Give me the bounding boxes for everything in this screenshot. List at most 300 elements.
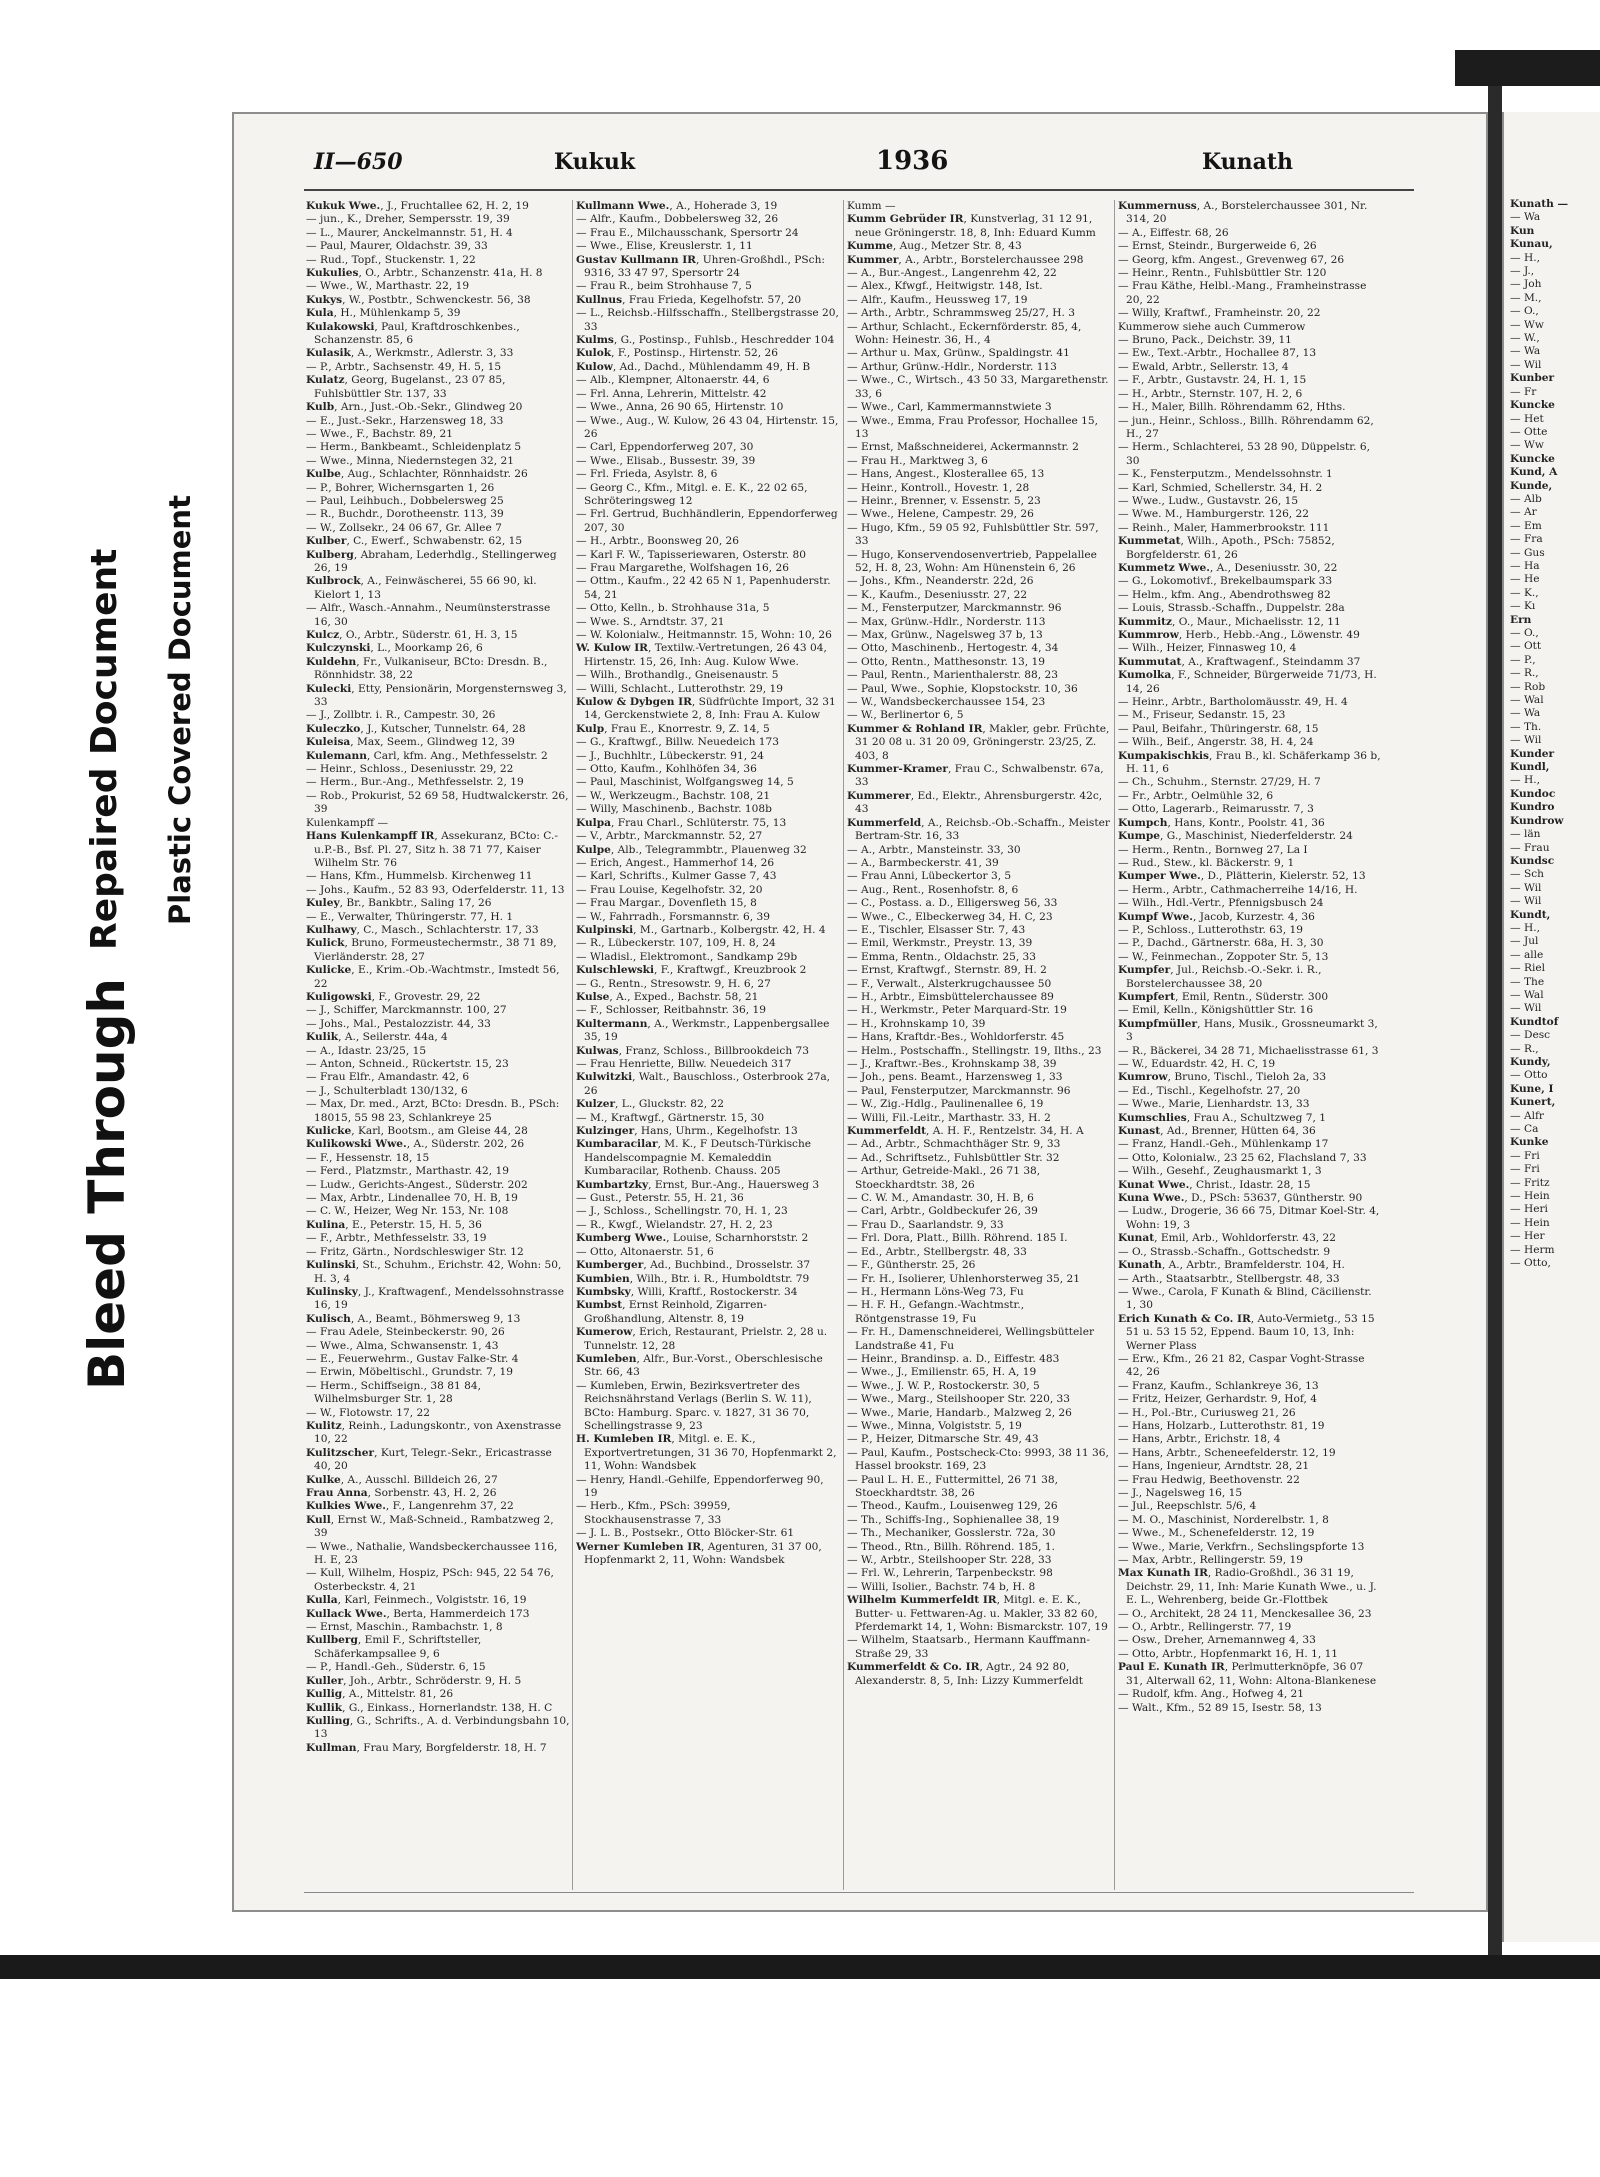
directory-entry: — W., Arbtr., Steilshooper Str. 228, 33 xyxy=(847,1554,1052,1567)
directory-entry: — H., Krohnskamp 10, 39 xyxy=(847,1017,986,1030)
directory-entry: Kulisch, A., Beamt., Böhmersweg 9, 13 xyxy=(306,1312,521,1325)
directory-entry: Kulb, Arn., Just.-Ob.-Sekr., Glindweg 20 xyxy=(306,401,523,414)
directory-entry: — Alfr., Kaufm., Heussweg 17, 19 xyxy=(847,293,1028,306)
adjacent-page-entry: — The xyxy=(1510,975,1545,988)
directory-entry: — Herm., Rentn., Bornweg 27, La I xyxy=(1118,843,1308,856)
directory-entry: — Herb., Kfm., PSch: 39959, Stockhausenstrasse 7, 33 xyxy=(576,1500,731,1526)
directory-entry: — Wwe., Carl, Kammermannstwiete 3 xyxy=(847,401,1052,414)
directory-entry: Kulbe, Aug., Schlachter, Rönnhaidstr. 26 xyxy=(306,468,528,481)
directory-entry: — A., Eiffestr. 68, 26 xyxy=(1118,226,1229,239)
adjacent-page-entry: — Desc xyxy=(1510,1029,1551,1042)
adjacent-page-entry: — Gus xyxy=(1510,546,1545,559)
directory-entry: — Rudolf, kfm. Ang., Hofweg 4, 21 xyxy=(1118,1688,1305,1701)
directory-entry: — Arthur, Grünw.-Hdlr., Norderstr. 113 xyxy=(847,360,1057,373)
directory-entry: — R., Bäckerei, 34 28 71, Michaelisstrasse 61, 3 xyxy=(1118,1044,1379,1057)
directory-entry: — Heinr., Arbtr., Bartholomäusstr. 49, H. 4 xyxy=(1118,696,1348,709)
header-year: 1936 xyxy=(876,146,949,176)
directory-entry: — Kumleben, Erwin, Bezirksvertreter des Reichsnährstand Verlags (Berlin S. W. 11), BCto: Hamburg. Sparc. v. 1827, 31 36 70, Schellingstrasse 9, 23 xyxy=(576,1379,812,1432)
directory-entry: — Ch., Schuhm., Sternstr. 27/29, H. 7 xyxy=(1118,776,1321,789)
column-3 xyxy=(847,200,1111,1890)
adjacent-page-entry: — Joh xyxy=(1510,278,1542,291)
directory-entry: Kulow & Dybgen IR, Südfrüchte Import, 32 31 14, Gerckenstwiete 2, 8, Inh: Frau A. Kulow xyxy=(576,696,836,722)
header-last-name: Kunath xyxy=(1202,149,1294,175)
directory-entry: Kulke, A., Ausschl. Billdeich 26, 27 xyxy=(306,1473,498,1486)
adjacent-page-entry: — Riel xyxy=(1510,962,1545,975)
directory-entry: — Wwe., J. W. P., Rostockerstr. 30, 5 xyxy=(847,1379,1040,1392)
directory-entry: — Karl, Schmied, Schellerstr. 34, H. 2 xyxy=(1118,481,1323,494)
directory-entry: Kumpfer, Jul., Reichsb.-O.-Sekr. i. R., Borstelerchaussee 38, 20 xyxy=(1118,964,1322,990)
directory-entry: Kulitz, Reinh., Ladungskontr., von Axenstrasse 10, 22 xyxy=(306,1419,562,1446)
directory-entry: — Ernst, Kraftwgf., Sternstr. 89, H. 2 xyxy=(847,964,1047,977)
directory-entry: Kulikowski Wwe., A., Süderstr. 202, 26 xyxy=(306,1138,525,1151)
directory-entry: Kulicke, E., Krim.-Ob.-Wachtmstr., Imstedt 56, 22 xyxy=(306,964,560,990)
directory-entry: — Wwe., Anna, 26 90 65, Hirtenstr. 10 xyxy=(576,401,784,414)
adjacent-page-entry: Kunath — xyxy=(1510,198,1569,210)
adjacent-page-entry: Kundtof xyxy=(1510,1015,1559,1028)
adjacent-page-entry: — Sch xyxy=(1510,868,1544,881)
adjacent-page-entry: — Herm xyxy=(1510,1243,1555,1256)
directory-entry: — G., Kraftwgf., Billw. Neuedeich 173 xyxy=(576,736,780,749)
directory-entry: — E., Feuerwehrm., Gustav Falke-Str. 4 xyxy=(306,1352,519,1365)
directory-entry: Kulinsky, J., Kraftwagenf., Mendelssohnstrasse 16, 19 xyxy=(306,1285,565,1312)
adjacent-page-entry: — Jul xyxy=(1510,935,1539,948)
adjacent-page-entry: — Kı xyxy=(1510,600,1536,613)
directory-entry: — Heinr., Schloss., Deseniusstr. 29, 22 xyxy=(306,763,514,776)
directory-entry: — Frl. Anna, Lehrerin, Mittelstr. 42 xyxy=(576,387,767,400)
directory-entry: — Frl. Dora, Platt., Billh. Röhrend. 185 I. xyxy=(847,1232,1068,1245)
directory-entry: — Louis, Strassb.-Schaffn., Duppelstr. 28a xyxy=(1118,602,1345,615)
directory-entry: — Ew., Text.-Arbtr., Hochallee 87, 13 xyxy=(1118,347,1317,360)
adjacent-page-entry: Kunke xyxy=(1510,1136,1549,1149)
directory-entry: Gustav Kullmann IR, Uhren-Großhdl., PSch: 9316, 33 47 97, Spersortr 24 xyxy=(576,253,825,280)
directory-entry: — Frau Adele, Steinbeckerstr. 90, 26 xyxy=(306,1326,505,1339)
adjacent-page-entry: — H., xyxy=(1510,921,1540,934)
directory-entry: — Arth., Staatsarbtr., Stellbergstr. 48, 33 xyxy=(1118,1272,1340,1285)
column-2 xyxy=(576,200,840,1890)
directory-entry: — M., Kraftwgf., Gärtnerstr. 15, 30 xyxy=(576,1111,765,1124)
adjacent-page-entry: — Otte xyxy=(1510,425,1548,438)
directory-entry: — P., Dachd., Gärtnerstr. 68a, H. 3, 30 xyxy=(1118,937,1324,950)
directory-entry: Kumberger, Ad., Buchbind., Drosselstr. 37 xyxy=(576,1259,811,1272)
directory-entry: — Karl F. W., Tapisseriewaren, Osterstr. 80 xyxy=(576,548,806,561)
directory-entry: Kulik, A., Seilerstr. 44a, 4 xyxy=(306,1031,448,1044)
column-divider xyxy=(843,200,844,1890)
directory-entry: — Willy, Kraftwf., Framheinstr. 20, 22 xyxy=(1118,307,1321,320)
adjacent-page-entry: — Wil xyxy=(1510,1002,1542,1015)
adjacent-page-entry: — Ca xyxy=(1510,1123,1539,1136)
directory-entry: — Hugo, Kfm., 59 05 92, Fuhlsbüttler Str. 597, 33 xyxy=(847,521,1099,548)
directory-entry: — Ewald, Arbtr., Sellerstr. 13, 4 xyxy=(1118,360,1289,373)
directory-entry: — Fr. H., Isolierer, Uhlenhorsterweg 35, 21 xyxy=(847,1272,1081,1285)
directory-entry: — Wwe., Elise, Kreuslerstr. 1, 11 xyxy=(576,240,753,253)
directory-entry: — W., Berlinertor 6, 5 xyxy=(847,709,964,722)
directory-entry: — Osw., Dreher, Arnemannweg 4, 33 xyxy=(1118,1634,1316,1647)
directory-entry: — Frau Henriette, Billw. Neuedeich 317 xyxy=(576,1058,792,1070)
directory-entry: — Herm., Schiffseign., 38 81 84, Wilhelmsburger Str. 1, 28 xyxy=(306,1379,481,1406)
directory-entry: — Emil, Kelln., Königshüttler Str. 16 xyxy=(1118,1004,1314,1017)
directory-entry: — Max, Grünw.-Hdlr., Norderstr. 113 xyxy=(847,615,1046,628)
directory-entry: — Wwe., Ludw., Gustavstr. 26, 15 xyxy=(1118,494,1299,507)
directory-entry: — H. F. H., Gefangn.-Wachtmstr., Röntgenstrasse 19, Fu xyxy=(847,1299,1025,1325)
adjacent-page-entry: Ern xyxy=(1510,613,1532,626)
directory-entry: — Frl. Gertrud, Buchhändlerin, Eppendorferweg 207, 30 xyxy=(576,508,838,534)
directory-entry: Kullberg, Emil F., Schriftsteller, Schäferkampsallee 9, 6 xyxy=(306,1634,482,1660)
directory-entry: — F., Verwalt., Alsterkrugchaussee 50 xyxy=(847,977,1052,990)
directory-entry: Hans Kulenkampff IR, Assekuranz, BCto: C.-u.P.-B., Bsf. Pl. 27, Sitz h. 38 71 77, Kaiser Wilhelm Str. 76 xyxy=(306,830,558,869)
directory-entry: — Wilh., Gesehf., Zeughausmarkt 1, 3 xyxy=(1118,1165,1322,1178)
directory-entry: Kulicke, Karl, Bootsm., am Gleise 44, 28 xyxy=(306,1125,528,1138)
directory-entry: — Ernst, Maschin., Rambachstr. 1, 8 xyxy=(306,1621,503,1634)
directory-entry: — W., Feinmechan., Zoppoter Str. 5, 13 xyxy=(1118,950,1329,963)
directory-entry: — W., Zig.-Hdlg., Paulinenallee 6, 19 xyxy=(847,1098,1044,1111)
directory-entry: — Wwe., Minna, Niedernstegen 32, 21 xyxy=(306,454,514,467)
adjacent-page-entry: — Alfr xyxy=(1510,1109,1544,1122)
directory-entry: — Wilh., Brothandlg., Gneisenaustr. 5 xyxy=(576,669,779,682)
directory-entry: Kulzer, L., Gluckstr. 82, 22 xyxy=(576,1098,724,1111)
adjacent-page-fragment xyxy=(1502,112,1600,1942)
directory-entry: — H., Arbtr., Sternstr. 107, H. 2, 6 xyxy=(1118,387,1303,400)
directory-entry: — Arthur, Schlacht., Eckernförderstr. 85, 4, Wohn: Heinestr. 36, H., 4 xyxy=(847,320,1082,347)
directory-entry: — L., Maurer, Anckelmannstr. 51, H. 4 xyxy=(306,226,513,239)
directory-entry: — Georg C., Kfm., Mitgl. e. E. K., 22 02 65, Schröteringsweg 12 xyxy=(576,481,808,507)
directory-entry: — M., Friseur, Sedanstr. 15, 23 xyxy=(1118,709,1286,722)
directory-entry: — O., Strassb.-Schaffn., Gottschedstr. 9 xyxy=(1118,1245,1331,1258)
directory-entry: — A., Idastr. 23/25, 15 xyxy=(306,1044,427,1057)
directory-entry: Kumbsky, Willi, Kraftf., Rostockerstr. 34 xyxy=(576,1285,798,1298)
directory-entry: — jun., Heinr., Schloss., Billh. Röhrendamm 62, H., 27 xyxy=(1118,414,1374,440)
adjacent-page-entry: — M., xyxy=(1510,291,1542,304)
directory-entry: Wilhelm Kummerfeldt IR, Mitgl. e. E. K., Butter- u. Fettwaren-Ag. u. Makler, 33 82 60, Pferdemarkt 14, 1, Wohn: Bismarckstr. 107, 19 xyxy=(847,1594,1108,1634)
directory-entry: — Alfr., Kaufm., Dobbelersweg 32, 26 xyxy=(576,213,779,226)
directory-entry: Kumrow, Bruno, Tischl., Tieloh 2a, 33 xyxy=(1118,1071,1327,1084)
directory-entry: — Emil, Werkmstr., Preystr. 13, 39 xyxy=(847,937,1033,950)
adjacent-page-entry: — H., xyxy=(1510,774,1540,787)
directory-entry: — Erich, Angest., Hammerhof 14, 26 xyxy=(576,856,775,869)
adjacent-page-entry: — J., xyxy=(1510,265,1535,278)
directory-entry: Kulhawy, C., Masch., Schlachterstr. 17, 33 xyxy=(306,923,539,936)
directory-entry: — A., Arbtr., Mansteinstr. 33, 30 xyxy=(847,843,1021,856)
directory-entry: — J., Nagelsweg 16, 15 xyxy=(1118,1487,1243,1499)
directory-entry: — Wwe., Alma, Schwansenstr. 1, 43 xyxy=(306,1339,499,1352)
directory-entry: — L., Reichsb.-Hilfsschaffn., Stellbergstrasse 20, 33 xyxy=(576,307,839,333)
directory-entry: — Hans, Holzarb., Lutterothstr. 81, 19 xyxy=(1118,1419,1325,1432)
directory-entry: — Wwe., Carola, F Kunath & Blind, Cäcilienstr. 1, 30 xyxy=(1118,1285,1372,1312)
directory-entry: Kummetz Wwe., A., Deseniusstr. 30, 22 xyxy=(1118,561,1338,574)
directory-entry: — W., Eduardstr. 42, H. C, 19 xyxy=(1118,1058,1276,1070)
directory-entry: — Frau Elfr., Amandastr. 42, 6 xyxy=(306,1071,470,1084)
directory-entry: Kulpa, Frau Charl., Schlüterstr. 75, 13 xyxy=(576,816,787,829)
bleed-through-label: Bleed Through xyxy=(78,978,136,1390)
adjacent-page-entry: — Em xyxy=(1510,519,1542,532)
directory-entry: — Frl. Frieda, Asylstr. 8, 6 xyxy=(576,468,718,481)
directory-entry: — Aug., Rent., Rosenhofstr. 8, 6 xyxy=(847,883,1019,896)
directory-entry: — Paul, Leihbuch., Dobbelersweg 25 xyxy=(306,494,504,507)
directory-entry: — Wwe., Marie, Verkfrn., Sechslingspforte 13 xyxy=(1118,1540,1365,1553)
directory-entry: Kukuk Wwe., J., Fruchtallee 62, H. 2, 19 xyxy=(306,200,529,212)
adjacent-page-entry: — Wa xyxy=(1510,211,1541,224)
directory-entry: Kumpakischkis, Frau B., kl. Schäferkamp 36 b, H. 11, 6 xyxy=(1118,749,1381,776)
directory-entry: Kummerfeldt, A. H. F., Rentzelstr. 34, H. A xyxy=(847,1125,1084,1138)
directory-entry: — Ad., Schriftsetz., Fuhlsbüttler Str. 32 xyxy=(847,1151,1060,1164)
adjacent-page-entry: Kundy, xyxy=(1510,1056,1551,1068)
directory-entry: — Theod., Kaufm., Louisenweg 129, 26 xyxy=(847,1500,1058,1513)
directory-entry: Kuldehn, Fr., Vulkaniseur, BCto: Dresdn. B., Rönnhidstr. 38, 22 xyxy=(306,655,548,682)
directory-entry: — Paul, Beifahr., Thüringerstr. 68, 15 xyxy=(1118,722,1319,735)
directory-entry: — Hans, Angest., Klosterallee 65, 13 xyxy=(847,468,1045,481)
directory-entry: Kumerow, Erich, Restaurant, Prielstr. 2, 28 u. Tunnelstr. 12, 28 xyxy=(576,1326,828,1352)
directory-entry: — Wwe., W., Marthastr. 22, 19 xyxy=(306,280,470,293)
adjacent-page-entry: — Wal xyxy=(1510,988,1544,1001)
directory-entry: — M., Fensterputzer, Marckmannstr. 96 xyxy=(847,602,1062,615)
directory-entry: — Wwe. M., Hamburgerstr. 126, 22 xyxy=(1118,508,1310,521)
directory-entry: — J., Schulterbladt 130/132, 6 xyxy=(306,1084,468,1097)
directory-entry: Kumpe, G., Maschinist, Niederfelderstr. 24 xyxy=(1118,830,1353,843)
adjacent-page-entry: — O., xyxy=(1510,627,1539,639)
adjacent-page-entry: — Wil xyxy=(1510,881,1542,894)
directory-entry: — J., Zollbtr. i. R., Campestr. 30, 26 xyxy=(306,709,496,722)
directory-entry: — H., Werkmstr., Peter Marquard-Str. 19 xyxy=(847,1004,1067,1017)
directory-entry: — Erw., Kfm., 26 21 82, Caspar Voght-Strasse 42, 26 xyxy=(1118,1352,1365,1379)
adjacent-page-entry: — Fritz xyxy=(1510,1176,1550,1189)
directory-entry: — Anton, Schneid., Rückertstr. 15, 23 xyxy=(306,1058,509,1070)
directory-entry: — Rud., Stew., kl. Bäckerstr. 9, 1 xyxy=(1118,856,1295,869)
directory-entry: Kulp, Frau E., Knorrestr. 9, Z. 14, 5 xyxy=(576,722,770,735)
directory-entry: Kulina, E., Peterstr. 15, H. 5, 36 xyxy=(306,1218,482,1231)
directory-entry: Werner Kumleben IR, Agenturen, 31 37 00, Hopfenmarkt 2, 11, Wohn: Wandsbek xyxy=(576,1540,822,1567)
directory-entry: Kummer, A., Arbtr., Borstelerchaussee 298 xyxy=(847,253,1084,266)
directory-entry: — P., Arbtr., Sachsenstr. 49, H. 5, 15 xyxy=(306,360,502,373)
directory-entry: — K., Fensterputzm., Mendelssohnstr. 1 xyxy=(1118,468,1333,481)
directory-entry: — Ludw., Gerichts-Angest., Süderstr. 202 xyxy=(306,1178,528,1191)
directory-entry: — Wilhelm, Staatsarb., Hermann Kauffmann-Straße 29, 33 xyxy=(847,1634,1090,1660)
directory-entry: Kulpinski, M., Gartnarb., Kolbergstr. 42, H. 4 xyxy=(576,923,826,936)
adjacent-page-entry: — Hein xyxy=(1510,1216,1550,1229)
directory-entry: Kull, Ernst W., Maß-Schneid., Rambatzweg 2, 39 xyxy=(306,1513,554,1540)
directory-entry: — Helm., Postschaffn., Stellingstr. 19, Ilths., 23 xyxy=(847,1044,1102,1057)
directory-entry: Kummer-Kramer, Frau C., Schwalbenstr. 67a, 33 xyxy=(847,763,1104,789)
directory-entry: W. Kulow IR, Textilw.-Vertretungen, 26 43 04, Hirtenstr. 15, 26, Inh: Aug. Kulow Wwe. xyxy=(576,642,827,668)
directory-entry: Kumm Gebrüder IR, Kunstverlag, 31 12 91, neue Gröningerstr. 18, 8, Inh: Eduard Kumm xyxy=(847,213,1096,239)
directory-entry: — E., Tischler, Elsasser Str. 7, 43 xyxy=(847,923,1026,936)
directory-entry: Kummitz, O., Maur., Michaelisstr. 12, 11 xyxy=(1118,615,1341,628)
directory-entry: — J. L. B., Postsekr., Otto Blöcker-Str. 61 xyxy=(576,1527,795,1540)
directory-entry: — Frau H., Marktweg 3, 6 xyxy=(847,454,988,467)
directory-entry: Kulkies Wwe., F., Langenrehm 37, 22 xyxy=(306,1500,514,1513)
directory-entry: — Hans, Arbtr., Erichstr. 18, 4 xyxy=(1118,1433,1281,1446)
directory-entry: — Heinr., Brandinsp. a. D., Eiffestr. 483 xyxy=(847,1352,1060,1365)
adjacent-page-entry: Kunber xyxy=(1510,372,1555,385)
directory-entry: Kulbrock, A., Feinwäscherei, 55 66 90, kl. Kielort 1, 13 xyxy=(306,575,537,601)
adjacent-page-entry: — R., xyxy=(1510,667,1539,680)
adjacent-page-entry: — R., xyxy=(1510,1042,1539,1055)
directory-entry: — Johs., Mal., Pestalozzistr. 44, 33 xyxy=(306,1017,491,1030)
directory-entry: Kullman, Frau Mary, Borgfelderstr. 18, H. 7 xyxy=(306,1741,547,1754)
adjacent-page-entry: Kun xyxy=(1510,224,1535,237)
directory-entry: — Otto, Altonaerstr. 51, 6 xyxy=(576,1245,714,1258)
directory-entry: — Frau Hedwig, Beethovenstr. 22 xyxy=(1118,1473,1300,1486)
directory-entry: Kullmann Wwe., A., Hoherade 3, 19 xyxy=(576,200,778,212)
directory-entry: — K., Kaufm., Deseniusstr. 27, 22 xyxy=(847,588,1028,601)
directory-entry: — Wilh., Beif., Angerstr. 38, H. 4, 24 xyxy=(1118,736,1314,749)
directory-entry: — Frau R., beim Strohhause 7, 5 xyxy=(576,280,752,293)
adjacent-page-entry: Kundt, xyxy=(1510,908,1551,921)
directory-entry: — Walt., Kfm., 52 89 15, Isestr. 58, 13 xyxy=(1118,1701,1322,1714)
directory-entry: Kullnus, Frau Frieda, Kegelhofstr. 57, 20 xyxy=(576,293,802,306)
directory-entry: Kulcz, O., Arbtr., Süderstr. 61, H. 3, 15 xyxy=(306,629,518,641)
directory-entry: — Alb., Klempner, Altonaerstr. 44, 6 xyxy=(576,374,770,387)
directory-entry: Kulwitzki, Walt., Bauschloss., Osterbrook 27a, 26 xyxy=(576,1071,831,1097)
directory-entry: — W., Zollsekr., 24 06 67, Gr. Allee 7 xyxy=(306,521,502,534)
directory-entry: — Johs., Kfm., Neanderstr. 22d, 26 xyxy=(847,575,1034,588)
directory-entry: — Otto, Lagerarb., Reimarusstr. 7, 3 xyxy=(1118,803,1314,816)
directory-entry: — Wwe., Minna, Volgiststr. 5, 19 xyxy=(847,1419,1022,1432)
directory-entry: — F., Arbtr., Gustavstr. 24, H. 1, 15 xyxy=(1118,374,1307,387)
directory-entry: Kulschlewski, F., Kraftwgf., Kreuzbrook 2 xyxy=(576,964,807,977)
directory-entry: Kulok, F., Postinsp., Hirtenstr. 52, 26 xyxy=(576,347,779,360)
adjacent-page-entry: — Hein xyxy=(1510,1190,1550,1203)
directory-entry: — Arthur u. Max, Grünw., Spaldingstr. 41 xyxy=(847,347,1070,360)
adjacent-page-entry: — Ww xyxy=(1510,318,1544,331)
directory-entry: — Ferd., Platzmstr., Marthastr. 42, 19 xyxy=(306,1165,510,1178)
directory-entry: — Kull, Wilhelm, Hospiz, PSch: 945, 22 54 76, Osterbeckstr. 4, 21 xyxy=(306,1567,554,1593)
adjacent-page-entry: — Fri xyxy=(1510,1163,1540,1176)
adjacent-page-entry: Kunert, xyxy=(1510,1096,1556,1109)
directory-entry: — W. Kolonialw., Heitmannstr. 15, Wohn: 10, 26 xyxy=(576,629,832,641)
directory-entry: — H., Hermann Löns-Weg 73, Fu xyxy=(847,1285,1024,1298)
directory-entry: — Wwe., Marie, Lienhardstr. 13, 33 xyxy=(1118,1098,1310,1111)
directory-entry: — Hans, Ingenieur, Arndtstr. 28, 21 xyxy=(1118,1460,1310,1473)
directory-entry: Kunath, A., Arbtr., Bramfelderstr. 104, H. xyxy=(1118,1259,1345,1272)
directory-entry: — Otto, Kelln., b. Strohhause 31a, 5 xyxy=(576,602,770,615)
directory-entry: — Fr., Arbtr., Oelmühle 32, 6 xyxy=(1118,789,1274,802)
directory-entry: Kulse, A., Exped., Bachstr. 58, 21 xyxy=(576,990,759,1003)
directory-entry: — Paul, Fensterputzer, Marckmannstr. 96 xyxy=(847,1084,1071,1097)
directory-entry: — J., Buchhltr., Lübeckerstr. 91, 24 xyxy=(576,749,764,762)
column-divider xyxy=(1114,200,1115,1890)
adjacent-page-entry: — Ar xyxy=(1510,506,1537,519)
directory-entry: — Wwe., M., Schenefelderstr. 12, 19 xyxy=(1118,1527,1315,1540)
directory-entry: — Rud., Topf., Stuckenstr. 1, 22 xyxy=(306,253,476,266)
directory-entry: — Willi, Fil.-Leitr., Marthastr. 33, H. 2 xyxy=(847,1111,1051,1124)
directory-entry: — Wwe., Emma, Frau Professor, Hochallee 15, 13 xyxy=(847,414,1098,440)
directory-entry: — P., Bohrer, Wichernsgarten 1, 26 xyxy=(306,481,495,494)
directory-entry: Kumpf Wwe., Jacob, Kurzestr. 4, 36 xyxy=(1118,910,1315,923)
directory-entry: Kulla, Karl, Feinmech., Volgiststr. 16, 19 xyxy=(306,1594,527,1607)
directory-entry: — W., Wandsbeckerchaussee 154, 23 xyxy=(847,696,1046,709)
directory-entry: Kultermann, A., Werkmstr., Lappenbergsallee 35, 19 xyxy=(576,1017,830,1044)
directory-entry: Kuna Wwe., D., PSch: 53637, Güntherstr. 90 xyxy=(1118,1192,1363,1205)
adjacent-page-entry: — Wa xyxy=(1510,345,1541,358)
adjacent-page-entry: Kunau, xyxy=(1510,238,1553,251)
adjacent-page-entry: — Wil xyxy=(1510,895,1542,908)
directory-entry: Kulczynski, L., Moorkamp 26, 6 xyxy=(306,642,483,655)
directory-entry: — Wwe. S., Arndtstr. 37, 21 xyxy=(576,615,725,628)
adjacent-page-entry: — Fri xyxy=(1510,1149,1540,1162)
directory-entry: Kumbartzky, Ernst, Bur.-Ang., Hauersweg 3 xyxy=(576,1178,820,1191)
directory-entry: — Johs., Kaufm., 52 83 93, Oderfelderstr. 11, 13 xyxy=(306,883,565,896)
directory-entry: — Paul, Rentn., Marienthalerstr. 88, 23 xyxy=(847,669,1058,682)
directory-entry: — W., Werkzeugm., Bachstr. 108, 21 xyxy=(576,789,771,802)
directory-entry: — F., Schlosser, Reitbahnstr. 36, 19 xyxy=(576,1004,766,1017)
directory-entry: — Herm., Schlachterei, 53 28 90, Düppelstr. 6, 30 xyxy=(1118,441,1371,467)
directory-entry: — Ad., Arbtr., Schmachthäger Str. 9, 33 xyxy=(847,1138,1061,1151)
directory-entry: — Carl, Arbtr., Goldbeckufer 26, 39 xyxy=(847,1205,1038,1218)
directory-entry: H. Kumleben IR, Mitgl. e. E. K., Exportvertretungen, 31 36 70, Hopfenmarkt 2, 11, Wohn: Wandsbek xyxy=(576,1433,837,1473)
directory-entry: — Rob., Prokurist, 52 69 58, Hudtwalckerstr. 26, 39 xyxy=(306,789,569,816)
directory-entry: Kummerfeld, A., Reichsb.-Ob.-Schaffn., Meister Bertram-Str. 16, 33 xyxy=(847,816,1110,843)
directory-entry: — Max, Dr. med., Arzt, BCto: Dresdn. B., PSch: 18015, 55 98 23, Schlankreye 25 xyxy=(306,1098,560,1124)
directory-entry: Kulber, C., Ewerf., Schwabenstr. 62, 15 xyxy=(306,535,523,548)
directory-entry: — A., Bur.-Angest., Langenrehm 42, 22 xyxy=(847,267,1057,280)
directory-entry: — Heinr., Rentn., Fuhlsbüttler Str. 120 xyxy=(1118,267,1327,280)
directory-entry: — Carl, Eppendorferweg 207, 30 xyxy=(576,441,754,454)
directory-entry: — Franz, Kaufm., Schlankreye 36, 13 xyxy=(1118,1379,1319,1392)
directory-entry: Kulasik, A., Werkmstr., Adlerstr. 3, 33 xyxy=(306,347,514,360)
directory-entry: — Frau Margar., Dovenfleth 15, 8 xyxy=(576,897,757,910)
directory-entry: — Wwe., Helene, Campestr. 29, 26 xyxy=(847,508,1034,521)
directory-entry: — Franz, Handl.-Geh., Mühlenkamp 17 xyxy=(1118,1138,1329,1151)
directory-entry: Kummernuss, A., Borstelerchaussee 301, Nr. 314, 20 xyxy=(1118,200,1368,226)
directory-entry: — P., Schloss., Lutterothstr. 63, 19 xyxy=(1118,923,1303,936)
directory-entry: — J., Schiffer, Marckmannstr. 100, 27 xyxy=(306,1004,507,1017)
directory-entry: — Willi, Schlacht., Lutterothstr. 29, 19 xyxy=(576,682,783,695)
directory-entry: — R., Lübeckerstr. 107, 109, H. 8, 24 xyxy=(576,937,776,950)
directory-entry: — H., Arbtr., Eimsbüttelerchaussee 89 xyxy=(847,990,1054,1003)
scan-gutter-shadow xyxy=(1488,86,1502,1956)
directory-entry: — Frau Anni, Lübeckertor 3, 5 xyxy=(847,870,1012,883)
directory-entry: Kulling, G., Schrifts., A. d. Verbindungsbahn 10, 13 xyxy=(306,1714,570,1741)
adjacent-page-entry: — Ww xyxy=(1510,439,1544,452)
directory-entry: — Frau E., Milchausschank, Spersortr 24 xyxy=(576,226,799,239)
directory-entry: Kukys, W., Postbtr., Schwenckestr. 56, 38 xyxy=(306,293,531,306)
adjacent-page-entry: Kunder xyxy=(1510,747,1555,760)
directory-entry: — A., Barmbeckerstr. 41, 39 xyxy=(847,856,999,869)
adjacent-page-entry: Kunde, xyxy=(1510,479,1553,492)
page-bottom-rule xyxy=(304,1892,1414,1893)
directory-entry: Kuller, Joh., Arbtr., Schröderstr. 9, H. 5 xyxy=(306,1674,522,1687)
adjacent-page-entry: — Th. xyxy=(1510,720,1542,733)
directory-entry: — Wilh., Heizer, Finnasweg 10, 4 xyxy=(1118,642,1297,655)
directory-entry: — Fr. H., Damenschneiderei, Wellingsbütteler Landstraße 41, Fu xyxy=(847,1326,1095,1352)
directory-entry: Kulms, G., Postinsp., Fuhlsb., Heschredder 104 xyxy=(576,334,835,347)
repaired-document-label: Repaired Document xyxy=(84,548,125,950)
directory-entry: — Heinr., Brenner, v. Essenstr. 5, 23 xyxy=(847,494,1041,507)
directory-entry: — Frau Louise, Kegelhofstr. 32, 20 xyxy=(576,883,763,896)
directory-entry: — M. O., Maschinist, Norderelbstr. 1, 8 xyxy=(1118,1513,1329,1526)
column-divider xyxy=(572,200,573,1890)
directory-entry: — Theod., Rtn., Billh. Röhrend. 185, 1. xyxy=(847,1540,1055,1553)
directory-entry: Kulow, Ad., Dachd., Mühlendamm 49, H. B xyxy=(576,360,811,373)
adjacent-page-entry: — K., xyxy=(1510,586,1539,599)
adjacent-page-entry: — alle xyxy=(1510,948,1544,961)
directory-entry: — jun., K., Dreher, Sempersstr. 19, 39 xyxy=(306,213,510,226)
adjacent-page-entry: — Fra xyxy=(1510,533,1543,546)
directory-entry: — Ed., Tischl., Kegelhofstr. 27, 20 xyxy=(1118,1084,1301,1097)
scan-bottom-bar xyxy=(0,1955,1600,1979)
directory-entry: Kummerow siehe auch Cummerow xyxy=(1118,320,1306,333)
directory-entry: — E., Verwalter, Thüringerstr. 77, H. 1 xyxy=(306,910,514,923)
adjacent-page-entry: — Ha xyxy=(1510,559,1540,572)
directory-entry: Kumpch, Hans, Kontr., Poolstr. 41, 36 xyxy=(1118,816,1325,829)
adjacent-page-entry: — Alb xyxy=(1510,492,1542,505)
adjacent-page-column xyxy=(1510,198,1600,1271)
directory-entry: — Ludw., Drogerie, 36 66 75, Ditmar Koel-Str. 4, Wohn: 19, 3 xyxy=(1118,1205,1380,1231)
directory-entry: Kulitzscher, Kurt, Telegr.-Sekr., Ericastrasse 40, 20 xyxy=(306,1446,552,1473)
directory-entry: — Max, Arbtr., Rellingerstr. 59, 19 xyxy=(1118,1554,1303,1567)
directory-entry: Kulecki, Etty, Pensionärin, Morgensternsweg 3, 33 xyxy=(306,682,567,709)
directory-entry: Kuligowski, F., Grovestr. 29, 22 xyxy=(306,990,481,1003)
directory-entry: — Wwe., Marg., Steilshooper Str. 220, 33 xyxy=(847,1393,1071,1406)
